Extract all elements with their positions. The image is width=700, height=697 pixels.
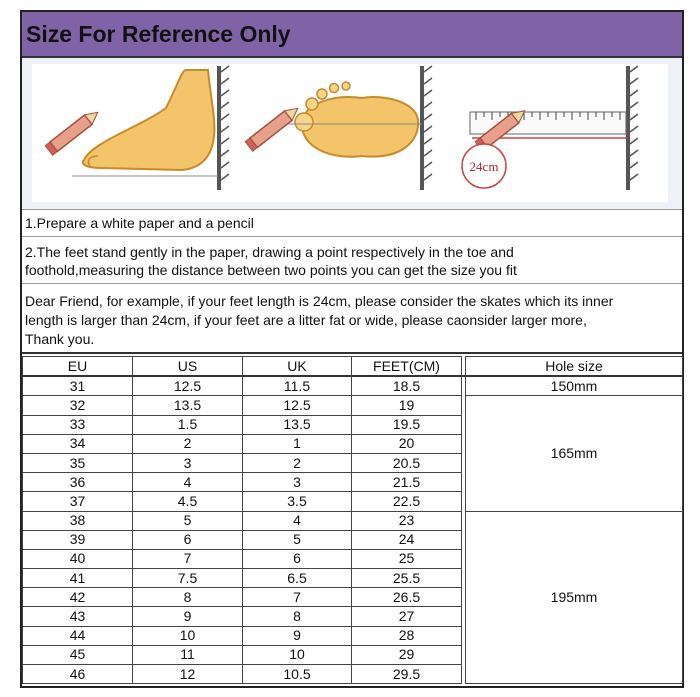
cell-uk: 10.5: [243, 665, 352, 684]
cell-hole-size: 195mm: [466, 511, 683, 684]
cell-eu: 33: [23, 415, 133, 434]
cell-feet-cm: 20: [352, 434, 462, 453]
cell-feet-cm: 19: [352, 396, 462, 415]
table-row: [23, 376, 683, 396]
cell-eu: 44: [23, 626, 133, 645]
cell-uk: 10: [243, 645, 352, 664]
cell-eu: 41: [23, 569, 133, 588]
size-chart: [20, 10, 684, 688]
cell-us: 9: [133, 607, 243, 626]
cell-feet-cm: 22.5: [352, 492, 462, 511]
cell-uk: 13.5: [243, 415, 352, 434]
header-uk: UK: [243, 357, 352, 377]
cell-us: 6: [133, 530, 243, 549]
column-gap: [462, 645, 466, 664]
page-title: Size For Reference Only: [26, 21, 291, 47]
cell-uk: 7: [243, 588, 352, 607]
header-hole-size: Hole size: [466, 357, 683, 377]
header-feet-cm: FEET(CM): [352, 357, 462, 377]
cell-uk: 8: [243, 607, 352, 626]
cell-eu: 43: [23, 607, 133, 626]
cell-eu: 38: [23, 511, 133, 530]
step-1: 1.Prepare a white paper and a pencil: [22, 210, 682, 237]
cell-eu: 34: [23, 434, 133, 453]
cell-feet-cm: 18.5: [352, 376, 462, 396]
column-gap: [462, 453, 466, 472]
cell-us: 7.5: [133, 569, 243, 588]
cell-us: 11: [133, 645, 243, 664]
cell-feet-cm: 21.5: [352, 473, 462, 492]
foot-measure-image: [32, 64, 668, 202]
cell-hole-size: 165mm: [466, 396, 683, 511]
cell-feet-cm: 27: [352, 607, 462, 626]
column-gap: [462, 588, 466, 607]
cell-eu: 40: [23, 549, 133, 568]
size-table: [22, 356, 683, 684]
cell-uk: 4: [243, 511, 352, 530]
header-eu: EU: [23, 357, 133, 377]
cell-feet-cm: 19.5: [352, 415, 462, 434]
measure-illustration: [22, 58, 682, 210]
cell-uk: 2: [243, 453, 352, 472]
cell-eu: 39: [23, 530, 133, 549]
cell-us: 13.5: [133, 396, 243, 415]
cell-feet-cm: 26.5: [352, 588, 462, 607]
cell-us: 2: [133, 434, 243, 453]
side-foot-drawing: [45, 66, 229, 190]
cell-eu: 35: [23, 453, 133, 472]
cell-uk: 11.5: [243, 376, 352, 396]
cell-hole-size: 150mm: [466, 376, 683, 396]
cell-us: 4: [133, 473, 243, 492]
ruler-drawing: [462, 66, 638, 190]
cell-eu: 36: [23, 473, 133, 492]
note-text: Dear Friend, for example, if your feet length is 24cm, please consider the skates which its inner length is larger than 24cm, if your feet are a litter fat or wide, please caonsider larger more, Thank you.: [22, 284, 682, 354]
column-gap: [462, 607, 466, 626]
cell-feet-cm: 25: [352, 549, 462, 568]
cell-feet-cm: 28: [352, 626, 462, 645]
column-gap: [462, 434, 466, 453]
column-gap: [462, 569, 466, 588]
column-gap: [462, 415, 466, 434]
title-bar: [22, 12, 682, 58]
cell-uk: 12.5: [243, 396, 352, 415]
cell-us: 8: [133, 588, 243, 607]
cell-uk: 6.5: [243, 569, 352, 588]
cell-feet-cm: 24: [352, 530, 462, 549]
column-gap: [462, 473, 466, 492]
cell-uk: 3.5: [243, 492, 352, 511]
table-row: [23, 396, 683, 415]
cell-uk: 5: [243, 530, 352, 549]
cell-eu: 46: [23, 665, 133, 684]
top-foot-drawing: [245, 66, 432, 190]
cell-uk: 9: [243, 626, 352, 645]
cell-us: 1.5: [133, 415, 243, 434]
column-gap: [462, 530, 466, 549]
column-gap: [462, 492, 466, 511]
cell-uk: 3: [243, 473, 352, 492]
measure-label: 24cm: [469, 159, 499, 174]
cell-eu: 42: [23, 588, 133, 607]
cell-eu: 31: [23, 376, 133, 396]
column-gap: [462, 665, 466, 684]
step-2: 2.The feet stand gently in the paper, drawing a point respectively in the toe and foothold,measuring the distance between two points you can get the size you fit: [22, 237, 682, 284]
cell-feet-cm: 25.5: [352, 569, 462, 588]
cell-us: 7: [133, 549, 243, 568]
cell-us: 12: [133, 665, 243, 684]
table-body: [23, 376, 683, 684]
table-header-row: [23, 357, 683, 377]
table-row: [23, 511, 683, 530]
column-gap: [462, 549, 466, 568]
cell-us: 4.5: [133, 492, 243, 511]
cell-uk: 6: [243, 549, 352, 568]
cell-eu: 45: [23, 645, 133, 664]
cell-us: 5: [133, 511, 243, 530]
cell-feet-cm: 20.5: [352, 453, 462, 472]
cell-uk: 1: [243, 434, 352, 453]
cell-eu: 37: [23, 492, 133, 511]
cell-eu: 32: [23, 396, 133, 415]
cell-us: 3: [133, 453, 243, 472]
cell-feet-cm: 29.5: [352, 665, 462, 684]
cell-feet-cm: 23: [352, 511, 462, 530]
cell-feet-cm: 29: [352, 645, 462, 664]
column-gap: [462, 626, 466, 645]
header-us: US: [133, 357, 243, 377]
cell-us: 10: [133, 626, 243, 645]
cell-us: 12.5: [133, 376, 243, 396]
